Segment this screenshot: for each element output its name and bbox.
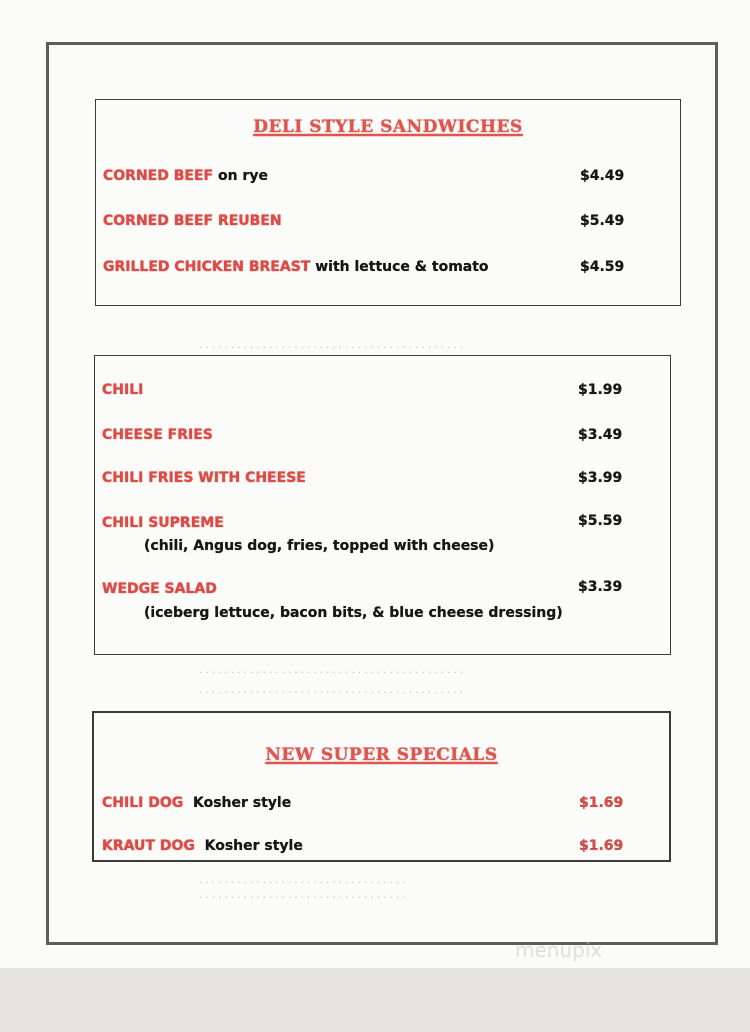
item-note: (iceberg lettuce, bacon bits, & blue cheese dressing) <box>144 605 563 621</box>
menu-item-wedge-salad: WEDGE SALAD <box>102 581 217 597</box>
menu-item-corned-beef <box>103 168 268 184</box>
deli-heading: DELI STYLE SANDWICHES <box>253 117 523 137</box>
item-price: $4.59 <box>580 259 625 275</box>
item-name: CHILI DOG <box>102 795 184 811</box>
item-name: CORNED BEEF REUBEN <box>103 213 282 229</box>
menu-item-grilled-chicken-breast <box>103 259 489 275</box>
scan-background <box>0 968 750 1032</box>
menu-item-corned-beef-reuben <box>103 213 282 229</box>
item-desc: Kosher style <box>194 838 303 854</box>
item-price: $5.59 <box>578 513 623 529</box>
item-price: $3.99 <box>578 470 623 486</box>
item-price: $1.99 <box>578 382 623 398</box>
item-desc: on rye <box>213 168 268 184</box>
menu-item-chili: CHILI <box>102 382 144 398</box>
bleed-through-text: . . . . . . . . . . . . . . . . . . . . . . . . . . . . . . . . . <box>199 875 406 886</box>
item-desc: with lettuce & tomato <box>310 259 489 275</box>
menu-item-cheese-fries: CHEESE FRIES <box>102 427 213 443</box>
watermark: menupix <box>515 938 603 962</box>
item-name: CORNED BEEF <box>103 168 214 184</box>
item-price: $3.49 <box>578 427 623 443</box>
bleed-through-text: . . . . . . . . . . . . . . . . . . . . . . . . . . . . . . . . . . . . . . . . . . <box>199 665 463 676</box>
menu-item-kraut-dog <box>102 838 303 854</box>
bleed-through-text: . . . . . . . . . . . . . . . . . . . . . . . . . . . . . . . . . <box>199 890 406 901</box>
chili-box <box>94 355 671 655</box>
item-name: GRILLED CHICKEN BREAST <box>103 259 311 275</box>
menu-item-chili-dog <box>102 795 291 811</box>
menu-item-chili-fries-with-cheese: CHILI FRIES WITH CHEESE <box>102 470 306 486</box>
deli-sandwiches-box <box>95 99 681 306</box>
item-note: (chili, Angus dog, fries, topped with cheese) <box>144 538 495 554</box>
bleed-through-text: . . . . . . . . . . . . . . . . . . . . . . . . . . . . . . . . . . . . . . . . . . <box>199 685 463 696</box>
specials-box <box>92 711 671 862</box>
item-price: $3.39 <box>578 579 623 595</box>
menu-item-chili-supreme: CHILI SUPREME <box>102 515 224 531</box>
item-price: $5.49 <box>580 213 625 229</box>
item-price: $4.49 <box>580 168 625 184</box>
specials-heading: NEW SUPER SPECIALS <box>265 745 498 765</box>
item-price: $1.69 <box>579 795 624 811</box>
item-desc: Kosher style <box>183 795 292 811</box>
item-name: KRAUT DOG <box>102 838 195 854</box>
bleed-through-text: . . . . . . . . . . . . . . . . . . . . . . . . . . . . . . . . . . . . . . . . . . <box>199 340 463 351</box>
item-price: $1.69 <box>579 838 624 854</box>
